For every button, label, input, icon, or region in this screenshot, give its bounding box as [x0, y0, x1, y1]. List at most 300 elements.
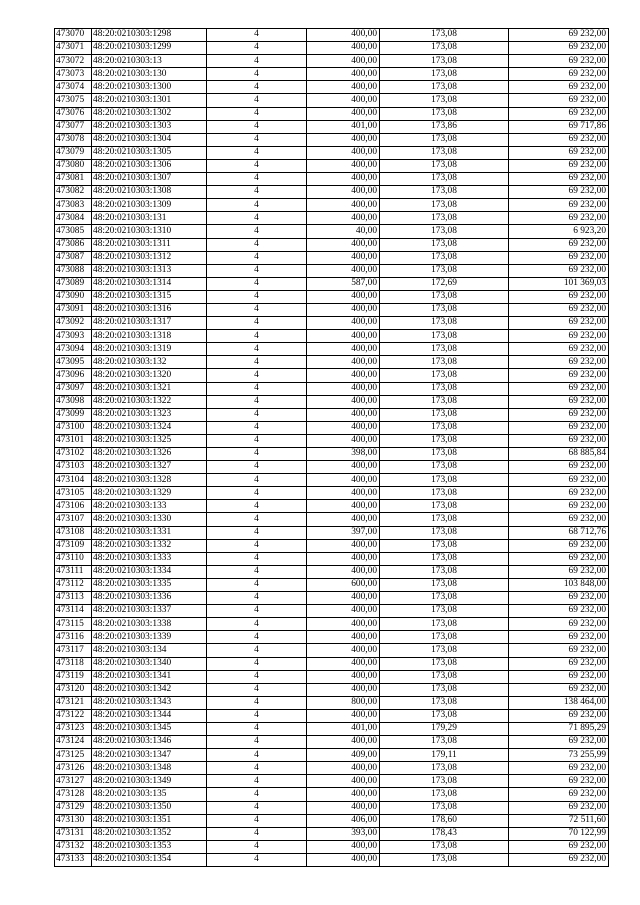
cell-cadastral-number: 48:20:0210303:1324	[92, 421, 207, 434]
cell-cadastral-value: 69 232,00	[509, 251, 609, 264]
cell-unit-value: 173,08	[380, 853, 509, 866]
table-row	[55, 448, 609, 461]
cell-unit-value: 173,08	[380, 526, 509, 539]
cell-unit-value: 173,08	[380, 369, 509, 382]
cell-unit-value: 173,08	[380, 578, 509, 591]
cell-area: 400,00	[307, 317, 380, 330]
cell-group: 4	[207, 133, 307, 146]
cell-unit-value: 173,08	[380, 657, 509, 670]
cell-cadastral-value: 70 122,99	[509, 827, 609, 840]
cell-unit-value: 173,86	[380, 120, 509, 133]
cell-row-number: 473094	[55, 343, 92, 356]
cell-cadastral-number: 48:20:0210303:1343	[92, 696, 207, 709]
cell-row-number: 473120	[55, 683, 92, 696]
cell-cadastral-value: 69 232,00	[509, 369, 609, 382]
cell-area: 400,00	[307, 408, 380, 421]
cell-cadastral-number: 48:20:0210303:1348	[92, 762, 207, 775]
cell-cadastral-number: 48:20:0210303:1353	[92, 840, 207, 853]
cell-row-number: 473127	[55, 775, 92, 788]
table-row	[55, 565, 609, 578]
cell-row-number: 473093	[55, 330, 92, 343]
cell-cadastral-number: 48:20:0210303:1317	[92, 317, 207, 330]
cell-unit-value: 173,08	[380, 448, 509, 461]
table-row	[55, 461, 609, 474]
cell-cadastral-number: 48:20:0210303:1310	[92, 225, 207, 238]
cell-cadastral-value: 69 232,00	[509, 382, 609, 395]
cell-unit-value: 173,08	[380, 382, 509, 395]
table-row	[55, 618, 609, 631]
table-row	[55, 303, 609, 316]
cell-group: 4	[207, 94, 307, 107]
cell-group: 4	[207, 853, 307, 866]
cell-row-number: 473111	[55, 565, 92, 578]
cell-area: 800,00	[307, 696, 380, 709]
cell-unit-value: 173,08	[380, 303, 509, 316]
cell-group: 4	[207, 696, 307, 709]
cell-cadastral-value: 68 712,76	[509, 526, 609, 539]
cell-cadastral-number: 48:20:0210303:1345	[92, 722, 207, 735]
cell-cadastral-value: 69 232,00	[509, 474, 609, 487]
table-row	[55, 814, 609, 827]
cell-cadastral-value: 69 232,00	[509, 565, 609, 578]
table-row	[55, 264, 609, 277]
table-row	[55, 578, 609, 591]
cell-area: 400,00	[307, 644, 380, 657]
cell-cadastral-value: 69 232,00	[509, 736, 609, 749]
cell-group: 4	[207, 526, 307, 539]
cell-group: 4	[207, 55, 307, 68]
cell-unit-value: 173,08	[380, 238, 509, 251]
cell-cadastral-number: 48:20:0210303:1304	[92, 133, 207, 146]
cell-unit-value: 173,08	[380, 42, 509, 55]
cell-row-number: 473133	[55, 853, 92, 866]
table-row	[55, 317, 609, 330]
cell-row-number: 473131	[55, 827, 92, 840]
table-row	[55, 631, 609, 644]
cell-area: 400,00	[307, 762, 380, 775]
cell-cadastral-value: 69 232,00	[509, 683, 609, 696]
cell-cadastral-number: 48:20:0210303:1315	[92, 290, 207, 303]
cell-area: 400,00	[307, 618, 380, 631]
cell-row-number: 473099	[55, 408, 92, 421]
cell-group: 4	[207, 840, 307, 853]
cell-row-number: 473118	[55, 657, 92, 670]
table-row	[55, 670, 609, 683]
cell-area: 400,00	[307, 212, 380, 225]
cell-cadastral-value: 69 232,00	[509, 94, 609, 107]
cell-area: 600,00	[307, 578, 380, 591]
cell-cadastral-value: 69 232,00	[509, 264, 609, 277]
cell-cadastral-value: 69 232,00	[509, 788, 609, 801]
cell-unit-value: 173,08	[380, 762, 509, 775]
cell-cadastral-number: 48:20:0210303:1312	[92, 251, 207, 264]
cell-unit-value: 173,08	[380, 94, 509, 107]
cell-unit-value: 173,08	[380, 343, 509, 356]
cell-cadastral-number: 48:20:0210303:1351	[92, 814, 207, 827]
cell-cadastral-number: 48:20:0210303:1326	[92, 448, 207, 461]
cell-area: 400,00	[307, 68, 380, 81]
cell-cadastral-number: 48:20:0210303:1318	[92, 330, 207, 343]
cell-unit-value: 173,08	[380, 173, 509, 186]
cell-unit-value: 173,08	[380, 552, 509, 565]
cell-group: 4	[207, 474, 307, 487]
cell-area: 400,00	[307, 461, 380, 474]
cell-group: 4	[207, 159, 307, 172]
cell-cadastral-value: 69 232,00	[509, 853, 609, 866]
cell-unit-value: 173,08	[380, 251, 509, 264]
cell-cadastral-number: 48:20:0210303:1322	[92, 395, 207, 408]
cell-cadastral-value: 69 232,00	[509, 461, 609, 474]
cell-area: 400,00	[307, 801, 380, 814]
cell-row-number: 473087	[55, 251, 92, 264]
cell-area: 400,00	[307, 94, 380, 107]
table-row	[55, 107, 609, 120]
cell-cadastral-number: 48:20:0210303:1350	[92, 801, 207, 814]
cell-unit-value: 173,08	[380, 356, 509, 369]
cell-group: 4	[207, 343, 307, 356]
table-row	[55, 159, 609, 172]
cell-cadastral-value: 69 232,00	[509, 539, 609, 552]
cadastral-value-table	[54, 28, 609, 867]
cell-unit-value: 173,08	[380, 199, 509, 212]
cell-cadastral-value: 69 232,00	[509, 500, 609, 513]
cell-cadastral-value: 69 232,00	[509, 631, 609, 644]
cell-cadastral-value: 69 232,00	[509, 605, 609, 618]
cell-area: 400,00	[307, 775, 380, 788]
cell-unit-value: 173,08	[380, 474, 509, 487]
cell-area: 401,00	[307, 722, 380, 735]
cell-cadastral-value: 69 232,00	[509, 709, 609, 722]
cell-area: 400,00	[307, 251, 380, 264]
cell-cadastral-number: 48:20:0210303:1336	[92, 592, 207, 605]
cell-cadastral-number: 48:20:0210303:133	[92, 500, 207, 513]
cell-area: 400,00	[307, 290, 380, 303]
cell-group: 4	[207, 421, 307, 434]
table-row	[55, 709, 609, 722]
cell-unit-value: 179,11	[380, 749, 509, 762]
cell-row-number: 473073	[55, 68, 92, 81]
cell-unit-value: 173,08	[380, 840, 509, 853]
cell-area: 400,00	[307, 382, 380, 395]
cell-unit-value: 173,08	[380, 408, 509, 421]
cell-area: 400,00	[307, 199, 380, 212]
cell-row-number: 473101	[55, 434, 92, 447]
table-row	[55, 853, 609, 866]
cell-area: 400,00	[307, 146, 380, 159]
cell-cadastral-value: 6 923,20	[509, 225, 609, 238]
cell-cadastral-number: 48:20:0210303:1321	[92, 382, 207, 395]
cell-unit-value: 173,08	[380, 395, 509, 408]
cell-row-number: 473126	[55, 762, 92, 775]
table-row	[55, 552, 609, 565]
cell-group: 4	[207, 146, 307, 159]
cell-cadastral-value: 138 464,00	[509, 696, 609, 709]
table-row	[55, 696, 609, 709]
cell-cadastral-value: 103 848,00	[509, 578, 609, 591]
cell-row-number: 473082	[55, 186, 92, 199]
cell-unit-value: 173,08	[380, 225, 509, 238]
cell-area: 397,00	[307, 526, 380, 539]
cell-cadastral-number: 48:20:0210303:1302	[92, 107, 207, 120]
cell-cadastral-value: 69 232,00	[509, 618, 609, 631]
cell-cadastral-value: 69 232,00	[509, 592, 609, 605]
cell-cadastral-value: 69 232,00	[509, 173, 609, 186]
cell-cadastral-number: 48:20:0210303:1352	[92, 827, 207, 840]
table-row	[55, 356, 609, 369]
cell-group: 4	[207, 107, 307, 120]
cell-cadastral-number: 48:20:0210303:1342	[92, 683, 207, 696]
cell-unit-value: 173,08	[380, 696, 509, 709]
table-row	[55, 55, 609, 68]
cell-cadastral-number: 48:20:0210303:130	[92, 68, 207, 81]
table-row	[55, 657, 609, 670]
cell-cadastral-value: 69 232,00	[509, 356, 609, 369]
cell-group: 4	[207, 173, 307, 186]
cell-row-number: 473124	[55, 736, 92, 749]
cell-area: 400,00	[307, 565, 380, 578]
cell-group: 4	[207, 775, 307, 788]
cell-group: 4	[207, 736, 307, 749]
cell-row-number: 473129	[55, 801, 92, 814]
cell-row-number: 473110	[55, 552, 92, 565]
cell-cadastral-value: 69 232,00	[509, 552, 609, 565]
cell-group: 4	[207, 199, 307, 212]
cell-cadastral-value: 69 232,00	[509, 199, 609, 212]
cell-area: 400,00	[307, 853, 380, 866]
cell-unit-value: 173,08	[380, 186, 509, 199]
cell-row-number: 473116	[55, 631, 92, 644]
cell-area: 400,00	[307, 683, 380, 696]
table-row	[55, 94, 609, 107]
cell-cadastral-number: 48:20:0210303:131	[92, 212, 207, 225]
cell-row-number: 473106	[55, 500, 92, 513]
table-row	[55, 644, 609, 657]
cell-unit-value: 173,08	[380, 264, 509, 277]
cell-cadastral-number: 48:20:0210303:1341	[92, 670, 207, 683]
cell-group: 4	[207, 657, 307, 670]
cell-area: 400,00	[307, 552, 380, 565]
cell-unit-value: 173,08	[380, 68, 509, 81]
cell-row-number: 473107	[55, 513, 92, 526]
cell-unit-value: 173,08	[380, 513, 509, 526]
cell-row-number: 473123	[55, 722, 92, 735]
cell-area: 400,00	[307, 343, 380, 356]
cell-cadastral-number: 48:20:0210303:1316	[92, 303, 207, 316]
table-row	[55, 238, 609, 251]
cell-area: 400,00	[307, 107, 380, 120]
cell-cadastral-number: 48:20:0210303:1308	[92, 186, 207, 199]
cell-row-number: 473109	[55, 539, 92, 552]
cell-cadastral-number: 48:20:0210303:1325	[92, 434, 207, 447]
table-row	[55, 369, 609, 382]
cell-cadastral-value: 69 232,00	[509, 657, 609, 670]
cell-area: 400,00	[307, 500, 380, 513]
cell-area: 400,00	[307, 173, 380, 186]
cell-cadastral-value: 69 232,00	[509, 317, 609, 330]
cell-group: 4	[207, 395, 307, 408]
cell-row-number: 473113	[55, 592, 92, 605]
cell-row-number: 473081	[55, 173, 92, 186]
cell-area: 400,00	[307, 186, 380, 199]
cell-group: 4	[207, 762, 307, 775]
cell-row-number: 473075	[55, 94, 92, 107]
cell-group: 4	[207, 605, 307, 618]
cell-group: 4	[207, 513, 307, 526]
cell-unit-value: 173,08	[380, 487, 509, 500]
cell-row-number: 473119	[55, 670, 92, 683]
cell-area: 587,00	[307, 277, 380, 290]
cell-row-number: 473096	[55, 369, 92, 382]
table-row	[55, 395, 609, 408]
cell-group: 4	[207, 500, 307, 513]
cell-group: 4	[207, 212, 307, 225]
cell-area: 400,00	[307, 238, 380, 251]
cell-group: 4	[207, 487, 307, 500]
cell-unit-value: 173,08	[380, 461, 509, 474]
cell-area: 400,00	[307, 736, 380, 749]
cell-unit-value: 179,29	[380, 722, 509, 735]
cell-cadastral-number: 48:20:0210303:1299	[92, 42, 207, 55]
cell-group: 4	[207, 81, 307, 94]
cell-cadastral-number: 48:20:0210303:1337	[92, 605, 207, 618]
table-row	[55, 722, 609, 735]
cell-row-number: 473080	[55, 159, 92, 172]
cell-area: 400,00	[307, 55, 380, 68]
cell-unit-value: 173,08	[380, 290, 509, 303]
table-row	[55, 277, 609, 290]
cell-cadastral-value: 69 232,00	[509, 434, 609, 447]
cell-area: 400,00	[307, 657, 380, 670]
cell-unit-value: 173,08	[380, 775, 509, 788]
cell-area: 400,00	[307, 133, 380, 146]
cell-row-number: 473095	[55, 356, 92, 369]
cell-cadastral-number: 48:20:0210303:1331	[92, 526, 207, 539]
cell-cadastral-value: 101 369,03	[509, 277, 609, 290]
cell-row-number: 473130	[55, 814, 92, 827]
cell-cadastral-number: 48:20:0210303:1327	[92, 461, 207, 474]
cell-area: 400,00	[307, 159, 380, 172]
table-body	[55, 29, 609, 867]
cell-area: 400,00	[307, 670, 380, 683]
cell-unit-value: 173,08	[380, 801, 509, 814]
table-row	[55, 343, 609, 356]
cell-group: 4	[207, 565, 307, 578]
cell-group: 4	[207, 369, 307, 382]
cell-cadastral-value: 69 232,00	[509, 644, 609, 657]
cell-group: 4	[207, 68, 307, 81]
cell-cadastral-value: 72 511,60	[509, 814, 609, 827]
cell-cadastral-number: 48:20:0210303:1344	[92, 709, 207, 722]
cell-cadastral-value: 71 895,29	[509, 722, 609, 735]
cell-group: 4	[207, 356, 307, 369]
cell-group: 4	[207, 42, 307, 55]
cell-unit-value: 173,08	[380, 592, 509, 605]
table-row	[55, 775, 609, 788]
table-row	[55, 225, 609, 238]
cell-group: 4	[207, 251, 307, 264]
cell-unit-value: 173,08	[380, 565, 509, 578]
cell-row-number: 473100	[55, 421, 92, 434]
cell-cadastral-number: 48:20:0210303:1314	[92, 277, 207, 290]
cell-group: 4	[207, 670, 307, 683]
cell-cadastral-number: 48:20:0210303:1340	[92, 657, 207, 670]
cell-unit-value: 173,08	[380, 683, 509, 696]
cell-cadastral-value: 69 232,00	[509, 408, 609, 421]
cell-area: 400,00	[307, 356, 380, 369]
cell-row-number: 473091	[55, 303, 92, 316]
cell-cadastral-value: 69 232,00	[509, 343, 609, 356]
cell-group: 4	[207, 683, 307, 696]
cell-row-number: 473115	[55, 618, 92, 631]
cell-cadastral-value: 68 885,84	[509, 448, 609, 461]
cell-row-number: 473085	[55, 225, 92, 238]
cell-unit-value: 173,08	[380, 736, 509, 749]
cell-group: 4	[207, 225, 307, 238]
cell-group: 4	[207, 722, 307, 735]
cell-group: 4	[207, 434, 307, 447]
cell-area: 400,00	[307, 29, 380, 42]
cell-group: 4	[207, 592, 307, 605]
table-row	[55, 500, 609, 513]
cell-cadastral-value: 69 232,00	[509, 81, 609, 94]
cell-cadastral-value: 69 232,00	[509, 840, 609, 853]
cell-row-number: 473074	[55, 81, 92, 94]
cell-group: 4	[207, 330, 307, 343]
cell-unit-value: 178,60	[380, 814, 509, 827]
cell-cadastral-value: 69 232,00	[509, 330, 609, 343]
cell-cadastral-number: 48:20:0210303:1323	[92, 408, 207, 421]
cell-row-number: 473078	[55, 133, 92, 146]
cell-row-number: 473117	[55, 644, 92, 657]
cell-unit-value: 173,08	[380, 317, 509, 330]
cell-row-number: 473103	[55, 461, 92, 474]
cell-area: 398,00	[307, 448, 380, 461]
cell-area: 400,00	[307, 474, 380, 487]
table-row	[55, 736, 609, 749]
cell-cadastral-value: 69 232,00	[509, 42, 609, 55]
cell-cadastral-value: 69 232,00	[509, 303, 609, 316]
cell-cadastral-number: 48:20:0210303:1354	[92, 853, 207, 866]
cell-row-number: 473132	[55, 840, 92, 853]
cell-group: 4	[207, 120, 307, 133]
cell-cadastral-value: 69 232,00	[509, 29, 609, 42]
cell-cadastral-number: 48:20:0210303:1333	[92, 552, 207, 565]
table-row	[55, 68, 609, 81]
cell-cadastral-value: 69 232,00	[509, 290, 609, 303]
cell-unit-value: 173,08	[380, 670, 509, 683]
cell-cadastral-value: 73 255,99	[509, 749, 609, 762]
cell-group: 4	[207, 631, 307, 644]
cell-area: 409,00	[307, 749, 380, 762]
cell-cadastral-value: 69 232,00	[509, 133, 609, 146]
cell-cadastral-value: 69 232,00	[509, 146, 609, 159]
table-row	[55, 199, 609, 212]
cell-cadastral-value: 69 232,00	[509, 186, 609, 199]
cell-area: 400,00	[307, 709, 380, 722]
cell-row-number: 473089	[55, 277, 92, 290]
cell-cadastral-value: 69 232,00	[509, 487, 609, 500]
cell-unit-value: 173,08	[380, 107, 509, 120]
cell-area: 393,00	[307, 827, 380, 840]
table-row	[55, 827, 609, 840]
cell-row-number: 473079	[55, 146, 92, 159]
table-row	[55, 173, 609, 186]
table-row	[55, 212, 609, 225]
cell-cadastral-number: 48:20:0210303:1339	[92, 631, 207, 644]
cell-cadastral-value: 69 232,00	[509, 801, 609, 814]
cell-group: 4	[207, 788, 307, 801]
cell-area: 406,00	[307, 814, 380, 827]
